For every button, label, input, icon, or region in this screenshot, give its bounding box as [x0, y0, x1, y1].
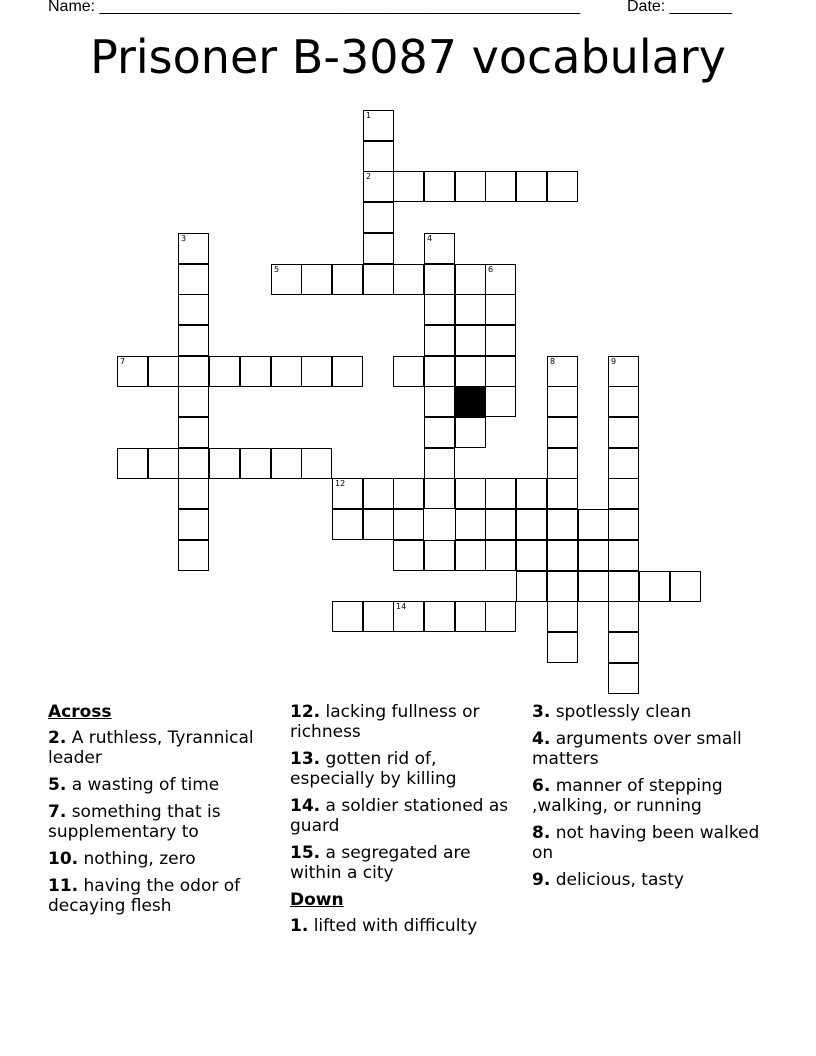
clue-text: spotlessly clean: [550, 702, 692, 722]
grid-cell[interactable]: [393, 264, 424, 295]
clue-number: 13.: [290, 749, 321, 769]
grid-cell[interactable]: [455, 325, 486, 356]
date-line: Date: _______: [627, 0, 732, 15]
grid-cell[interactable]: [485, 264, 516, 295]
clue: [532, 729, 762, 769]
grid-cell[interactable]: [608, 448, 639, 479]
grid-cell[interactable]: [547, 540, 578, 571]
grid-cell[interactable]: [271, 264, 302, 295]
grid-cell[interactable]: [608, 386, 639, 417]
grid-cell[interactable]: [332, 478, 363, 509]
grid-cell[interactable]: [393, 540, 424, 571]
grid-cell[interactable]: [301, 264, 332, 295]
clue-number: 5: [274, 265, 280, 274]
grid-cell[interactable]: [608, 356, 639, 387]
clue-number: 6.: [532, 776, 551, 796]
clue: [532, 870, 762, 890]
clue-number: 7.: [48, 802, 67, 822]
grid-cell[interactable]: [209, 356, 240, 387]
clue-text: a segregated are within a city: [290, 843, 471, 883]
clue-number: 11.: [48, 876, 79, 896]
grid-cell[interactable]: [485, 171, 516, 202]
grid-cell[interactable]: [332, 356, 363, 387]
grid-cell[interactable]: [178, 448, 209, 479]
clue-text: lifted with difficulty: [308, 916, 478, 936]
grid-cell[interactable]: [547, 417, 578, 448]
clue-number: 14.: [290, 796, 321, 816]
black-cell: [455, 386, 486, 417]
grid-cell[interactable]: [178, 386, 209, 417]
clue-number: 5.: [48, 775, 67, 795]
grid-cell[interactable]: [516, 509, 547, 540]
grid-cell[interactable]: [424, 171, 455, 202]
grid-cell[interactable]: [424, 417, 455, 448]
grid-cell[interactable]: [271, 448, 302, 479]
grid-cell[interactable]: [578, 540, 609, 571]
clue: [48, 802, 278, 842]
clue-number: 9.: [532, 870, 551, 890]
clue: [290, 843, 520, 883]
grid-cell[interactable]: [578, 571, 609, 602]
grid-cell[interactable]: [547, 386, 578, 417]
grid-cell[interactable]: [117, 448, 148, 479]
grid-cell[interactable]: [363, 264, 394, 295]
grid-cell[interactable]: [455, 417, 486, 448]
grid-cell[interactable]: [485, 325, 516, 356]
grid-cell[interactable]: [117, 356, 148, 387]
clue: [290, 702, 520, 742]
clue-text: lacking fullness or richness: [290, 702, 480, 742]
grid-cell[interactable]: [547, 509, 578, 540]
clue: [532, 702, 762, 722]
grid-cell[interactable]: [424, 356, 455, 387]
grid-cell[interactable]: [608, 540, 639, 571]
grid-cell[interactable]: [670, 571, 701, 602]
clue-number: 2.: [48, 728, 67, 748]
grid-cell[interactable]: [178, 233, 209, 264]
grid-cell[interactable]: [578, 509, 609, 540]
grid-cell[interactable]: [455, 601, 486, 632]
grid-cell[interactable]: [608, 601, 639, 632]
grid-cell[interactable]: [547, 448, 578, 479]
grid-cell[interactable]: [148, 448, 179, 479]
clue: [48, 849, 278, 869]
clue: [48, 728, 278, 768]
clue-text: manner of stepping ,walking, or running: [532, 776, 723, 816]
grid-cell[interactable]: [424, 264, 455, 295]
grid-cell[interactable]: [393, 509, 424, 540]
grid-cell[interactable]: [424, 448, 455, 479]
grid-cell[interactable]: [455, 356, 486, 387]
clue-number: 8: [550, 357, 556, 366]
grid-cell[interactable]: [424, 601, 455, 632]
clue-number: 1.: [290, 916, 309, 936]
clues-column-2: [290, 702, 520, 943]
grid-cell[interactable]: [608, 417, 639, 448]
grid-cell[interactable]: [363, 141, 394, 172]
grid-cell[interactable]: [608, 509, 639, 540]
clue-number: 4.: [532, 729, 551, 749]
grid-cell[interactable]: [393, 171, 424, 202]
grid-cell[interactable]: [148, 356, 179, 387]
clue-text: having the odor of decaying flesh: [48, 876, 241, 916]
clue-text: a wasting of time: [66, 775, 220, 795]
grid-cell[interactable]: [547, 632, 578, 663]
grid-cell[interactable]: [424, 386, 455, 417]
down-heading: Down: [290, 890, 344, 910]
grid-cell[interactable]: [455, 478, 486, 509]
clue: [532, 776, 762, 816]
clue-text: gotten rid of, especially by killing: [290, 749, 457, 789]
grid-cell[interactable]: [301, 356, 332, 387]
grid-cell[interactable]: [485, 356, 516, 387]
clue-text: arguments over small matters: [532, 729, 742, 769]
grid-cell[interactable]: [516, 540, 547, 571]
page-title: Prisoner B-3087 vocabulary: [90, 30, 726, 84]
grid-cell[interactable]: [301, 448, 332, 479]
grid-cell[interactable]: [240, 448, 271, 479]
grid-cell[interactable]: [332, 601, 363, 632]
clue-number: 8.: [532, 823, 551, 843]
grid-cell[interactable]: [332, 509, 363, 540]
grid-cell[interactable]: [332, 264, 363, 295]
clue: [290, 749, 520, 789]
clue-text: nothing, zero: [78, 849, 196, 869]
grid-cell[interactable]: [547, 571, 578, 602]
grid-cell[interactable]: [516, 478, 547, 509]
clue-number: 6: [488, 265, 494, 274]
grid-cell[interactable]: [363, 601, 394, 632]
grid-cell[interactable]: [608, 478, 639, 509]
clue-number: 12: [335, 479, 346, 488]
grid-cell[interactable]: [178, 294, 209, 325]
grid-cell[interactable]: [485, 509, 516, 540]
clues-column-3: [532, 702, 762, 897]
grid-cell[interactable]: [547, 601, 578, 632]
grid-cell[interactable]: [393, 478, 424, 509]
clue: [290, 796, 520, 836]
clue-text: not having been walked on: [532, 823, 760, 863]
clue-number: 10.: [48, 849, 79, 869]
grid-cell[interactable]: [608, 632, 639, 663]
name-line: Name: ______________________________________________________: [48, 0, 581, 15]
grid-cell[interactable]: [547, 478, 578, 509]
grid-cell[interactable]: [485, 294, 516, 325]
grid-cell[interactable]: [209, 448, 240, 479]
grid-cell[interactable]: [485, 601, 516, 632]
clue-number: 3: [181, 234, 187, 243]
grid-cell[interactable]: [178, 325, 209, 356]
clue: [48, 876, 278, 916]
grid-cell[interactable]: [516, 171, 547, 202]
clue-number: 4: [427, 234, 433, 243]
grid-cell[interactable]: [240, 356, 271, 387]
grid-cell[interactable]: [178, 540, 209, 571]
grid-cell[interactable]: [455, 509, 486, 540]
grid-cell[interactable]: [516, 571, 547, 602]
grid-cell[interactable]: [424, 325, 455, 356]
grid-cell[interactable]: [363, 171, 394, 202]
clue-number: 1: [366, 111, 372, 120]
clue-text: delicious, tasty: [550, 870, 684, 890]
grid-cell[interactable]: [455, 264, 486, 295]
grid-cell[interactable]: [424, 478, 455, 509]
grid-cell[interactable]: [363, 478, 394, 509]
clue-number: 12.: [290, 702, 321, 722]
grid-cell[interactable]: [178, 264, 209, 295]
grid-cell[interactable]: [455, 294, 486, 325]
grid-cell[interactable]: [485, 478, 516, 509]
clue-number: 14: [396, 602, 407, 611]
clue-text: A ruthless, Tyrannical leader: [48, 728, 254, 768]
clue: [290, 916, 520, 936]
grid-cell[interactable]: [424, 294, 455, 325]
grid-cell[interactable]: [363, 202, 394, 233]
grid-cell[interactable]: [424, 540, 455, 571]
grid-cell[interactable]: [485, 386, 516, 417]
grid-cell[interactable]: [455, 540, 486, 571]
grid-cell[interactable]: [455, 171, 486, 202]
grid-cell[interactable]: [393, 601, 424, 632]
clue: [532, 823, 762, 863]
clues-column-1: [48, 702, 278, 923]
grid-cell[interactable]: [271, 356, 302, 387]
clue-number: 9: [611, 357, 617, 366]
clue-number: 15.: [290, 843, 321, 863]
grid-cell[interactable]: [639, 571, 670, 602]
clue-text: something that is supplementary to: [48, 802, 221, 842]
grid-cell[interactable]: [608, 663, 639, 694]
grid-cell[interactable]: [363, 509, 394, 540]
grid-cell[interactable]: [178, 417, 209, 448]
clue-number: 3.: [532, 702, 551, 722]
grid-cell[interactable]: [393, 356, 424, 387]
clue-number: 2: [366, 172, 372, 181]
grid-cell[interactable]: [363, 110, 394, 141]
grid-cell[interactable]: [608, 571, 639, 602]
grid-cell[interactable]: [424, 233, 455, 264]
grid-cell[interactable]: [363, 233, 394, 264]
grid-cell[interactable]: [178, 356, 209, 387]
clue: [48, 775, 278, 795]
grid-cell[interactable]: [547, 171, 578, 202]
clue-text: a soldier stationed as guard: [290, 796, 509, 836]
grid-cell[interactable]: [178, 509, 209, 540]
grid-cell[interactable]: [547, 356, 578, 387]
grid-cell[interactable]: [485, 540, 516, 571]
clue-number: 7: [120, 357, 126, 366]
grid-cell[interactable]: [178, 478, 209, 509]
across-heading: Across: [48, 702, 112, 722]
